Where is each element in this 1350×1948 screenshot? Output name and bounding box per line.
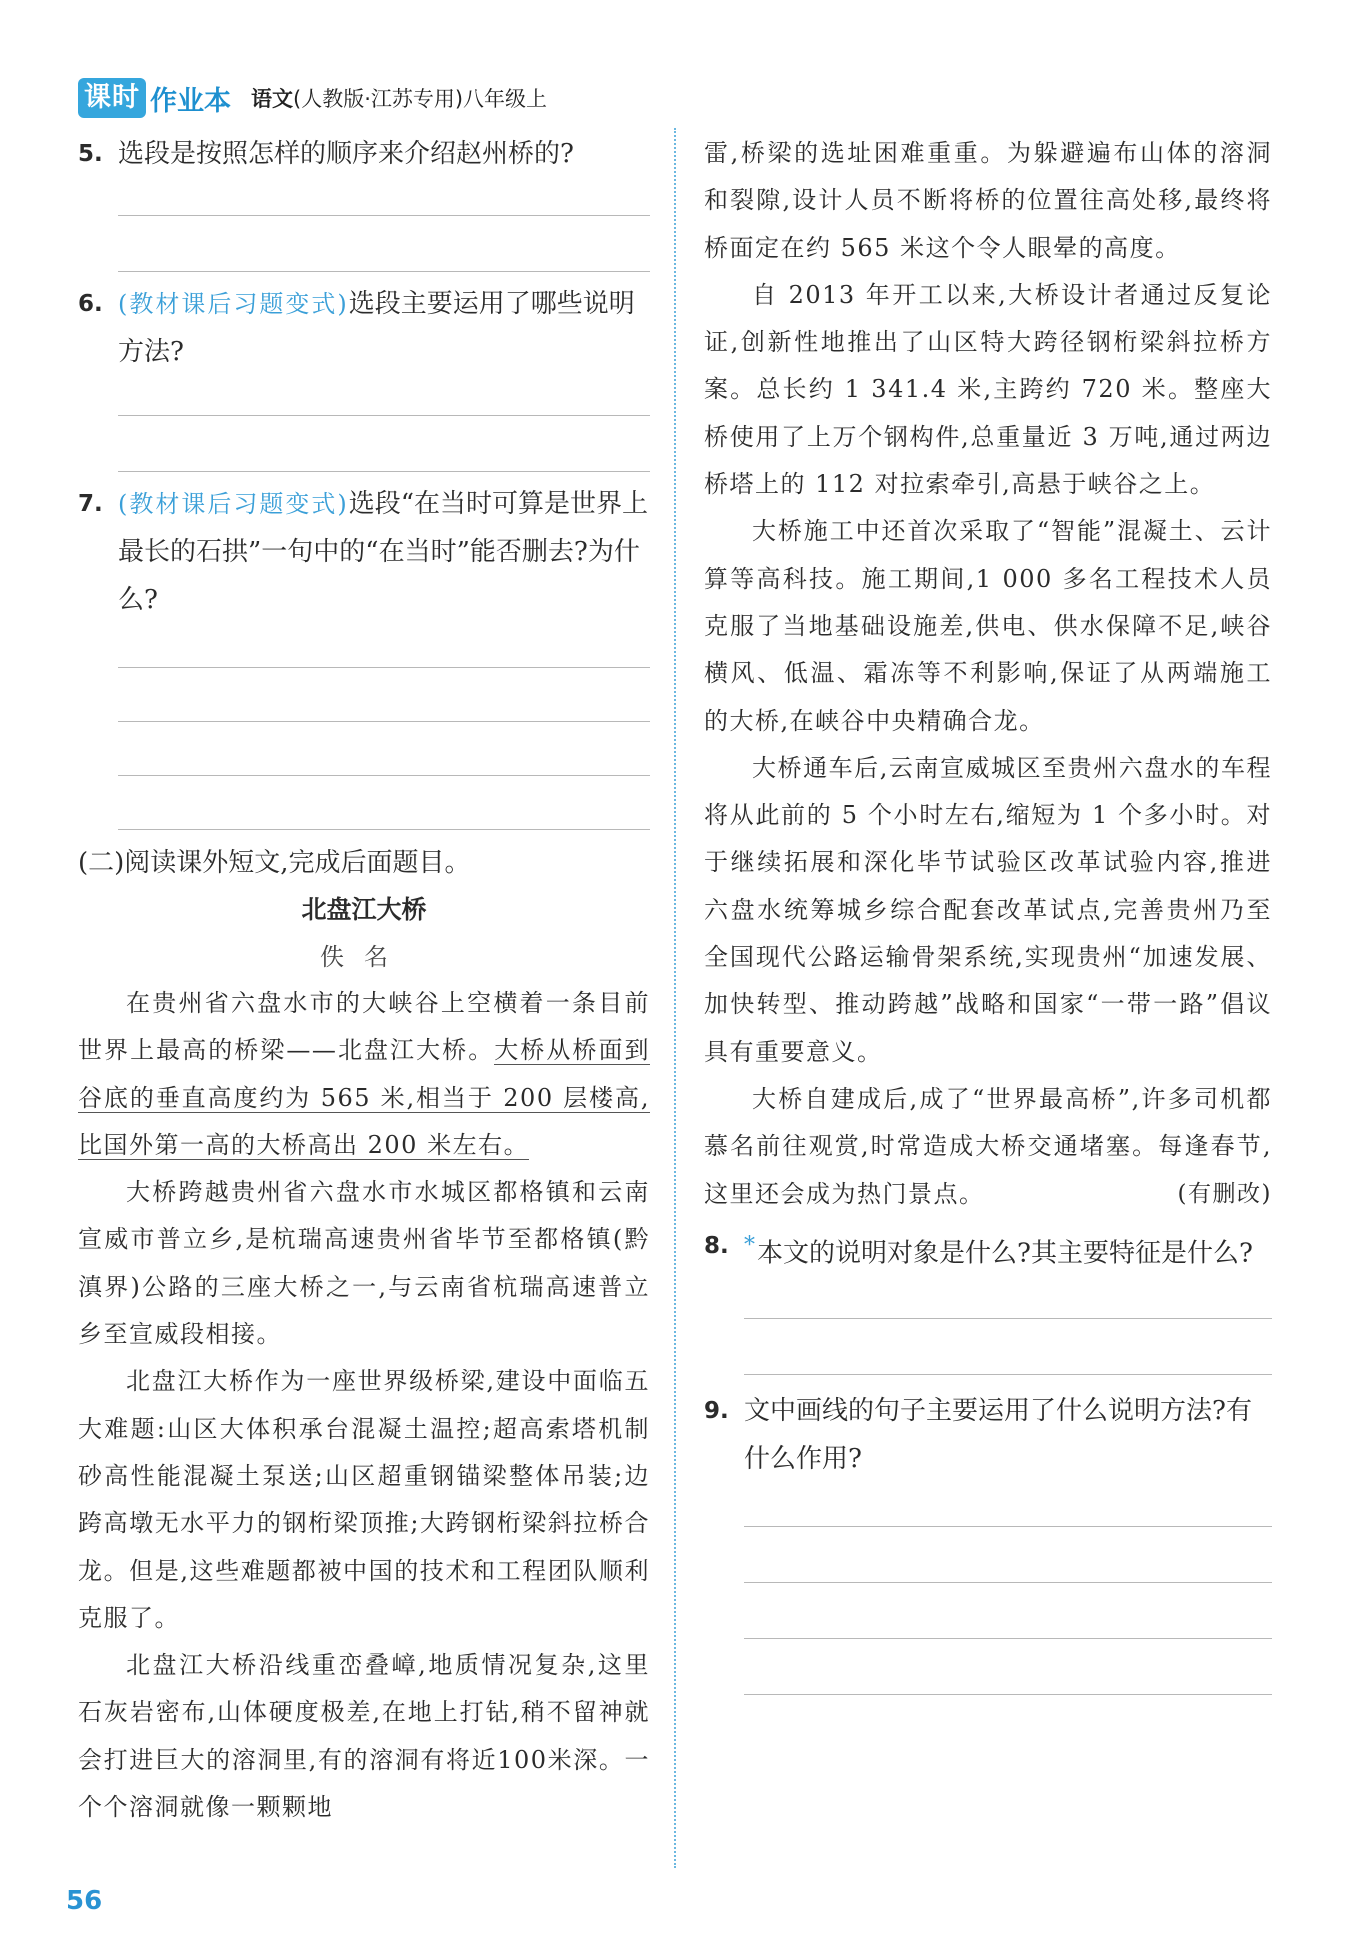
- logo-badge: 课时: [78, 78, 146, 118]
- article-paragraph-7: 大桥通车后,云南宣威城区至贵州六盘水的车程将从此前的 5 个小时左右,缩短为 1 个多小时。对于继续拓展和深化毕节试验区改革试验内容,推进六盘水统筹城乡综合配套改革试点,完善贵州乃至全国现代公路运输骨架系统,实现贵州“加速发展、加快转型、推动跨越”战略和国家“一带一路”倡议具有重要意义。: [704, 753, 1272, 1066]
- article-paragraph-8: [704, 1076, 1272, 1218]
- article-paragraph-4-start: 北盘江大桥沿线重峦叠嶂,地质情况复杂,这里石灰岩密布,山体硬度极差,在地上打钻,稍不留神就会打进巨大的溶洞里,有的溶洞有将近100米深。一个个溶洞就像一颗颗地: [78, 1651, 650, 1822]
- underlined-sentence: 大桥从桥面到谷底的垂直高度约为 565 米,相当于 200 层楼高,比国外第一高的大桥高出 200 米左右。: [78, 1036, 650, 1159]
- question-tag: (教材课后习题变式): [118, 290, 349, 318]
- paragraph-text: 大桥自建成后,成了“世界最高桥”,许多司机都慕名前往观赏,时常造成大桥交通堵塞。每逢春节,这里还会成为热门景点。: [704, 1084, 1272, 1208]
- article-paragraph-3: 北盘江大桥作为一座世界级桥梁,建设中面临五大难题:山区大体积承台混凝土温控;超高索塔机制砂高性能混凝土泵送;山区超重钢锚梁整体吊装;边跨高墩无水平力的钢桁梁顶推;大跨钢桁梁斜拉桥合龙。但是,这些难题都被中国的技术和工程团队顺利克服了。: [78, 1367, 650, 1632]
- answer-line[interactable]: [118, 720, 650, 722]
- answer-line[interactable]: [744, 1581, 1272, 1583]
- answer-line[interactable]: [118, 414, 650, 416]
- logo-text: 作业本: [150, 85, 231, 117]
- question-5: [78, 130, 650, 178]
- question-7: [78, 480, 650, 624]
- answer-line[interactable]: [744, 1637, 1272, 1639]
- answer-line[interactable]: [118, 774, 650, 776]
- section-heading: (二)阅读课外短文,完成后面题目。: [78, 848, 471, 878]
- question-text: 选段主要运用了哪些说明方法?: [118, 289, 635, 367]
- answer-line[interactable]: [744, 1373, 1272, 1375]
- star-icon: *: [744, 1232, 755, 1258]
- column-divider: [674, 128, 676, 1868]
- answer-line[interactable]: [118, 828, 650, 830]
- page-header: [78, 76, 547, 120]
- answer-line[interactable]: [118, 666, 650, 668]
- question-6: [78, 280, 650, 376]
- question-text: 选段是按照怎样的顺序来介绍赵州桥的?: [118, 139, 574, 169]
- article-paragraph-5: 自 2013 年开工以来,大桥设计者通过反复论证,创新性地推出了山区特大跨径钢桁梁斜拉桥方案。总长约 1 341.4 米,主跨约 720 米。整座大桥使用了上万个钢构件,总重量近 3 万吨,通过两边桥塔上的 112 对拉索牵引,高悬于峡谷之上。: [704, 280, 1272, 499]
- question-number: 5.: [78, 141, 103, 167]
- question-text: 本文的说明对象是什么?其主要特征是什么?: [757, 1238, 1253, 1269]
- question-number: 8.: [704, 1232, 729, 1259]
- source-note: (有删改): [1177, 1180, 1272, 1207]
- question-text: 选段“在当时可算是世界上最长的石拱”一句中的“在当时”能否删去?为什么?: [118, 489, 649, 615]
- article-paragraph-2: 大桥跨越贵州省六盘水市水城区都格镇和云南宣威市普立乡,是杭瑞高速贵州省毕节至都格镇(黔滇界)公路的三座大桥之一,与云南省杭瑞高速普立乡至宣威段相接。: [78, 1178, 650, 1349]
- answer-line[interactable]: [744, 1693, 1272, 1695]
- question-number: 9.: [704, 1398, 729, 1425]
- question-tag: (教材课后习题变式): [118, 490, 349, 518]
- left-column: [78, 130, 650, 1831]
- question-9: [704, 1387, 1272, 1483]
- question-number: 6.: [78, 291, 103, 317]
- subject-label: 语文: [251, 87, 293, 111]
- article-author: 佚名: [320, 943, 408, 971]
- paragraph-text: 在贵州省六盘水市的大峡谷上空横着一条目前世界上最高的桥梁——北盘江大桥。: [78, 989, 650, 1065]
- right-column: [704, 130, 1272, 1695]
- header-subtitle: [251, 83, 547, 113]
- answer-line[interactable]: [118, 470, 650, 472]
- answer-line[interactable]: [744, 1525, 1272, 1527]
- question-8: [704, 1222, 1272, 1278]
- answer-line[interactable]: [744, 1317, 1272, 1319]
- answer-line[interactable]: [118, 270, 650, 272]
- article-paragraph-1: [78, 980, 650, 1169]
- edition-label: (人教版·江苏专用)八年级上: [293, 87, 548, 111]
- question-number: 7.: [78, 491, 103, 517]
- answer-line[interactable]: [118, 214, 650, 216]
- question-text: 文中画线的句子主要运用了什么说明方法?有什么作用?: [744, 1396, 1252, 1475]
- article-paragraph-6: 大桥施工中还首次采取了“智能”混凝土、云计算等高科技。施工期间,1 000 多名工程技术人员克服了当地基础设施差,供电、供水保障不足,峡谷横风、低温、霜冻等不利影响,保证了从两端施工的大桥,在峡谷中央精确合龙。: [704, 517, 1272, 735]
- page-number: 56: [66, 1886, 103, 1916]
- article-title: 北盘江大桥: [301, 895, 427, 924]
- article-paragraph-4-end: 雷,桥梁的选址困难重重。为躲避遍布山体的溶洞和裂隙,设计人员不断将桥的位置往高处移,最终将桥面定在约 565 米这个令人眼晕的高度。: [704, 139, 1272, 262]
